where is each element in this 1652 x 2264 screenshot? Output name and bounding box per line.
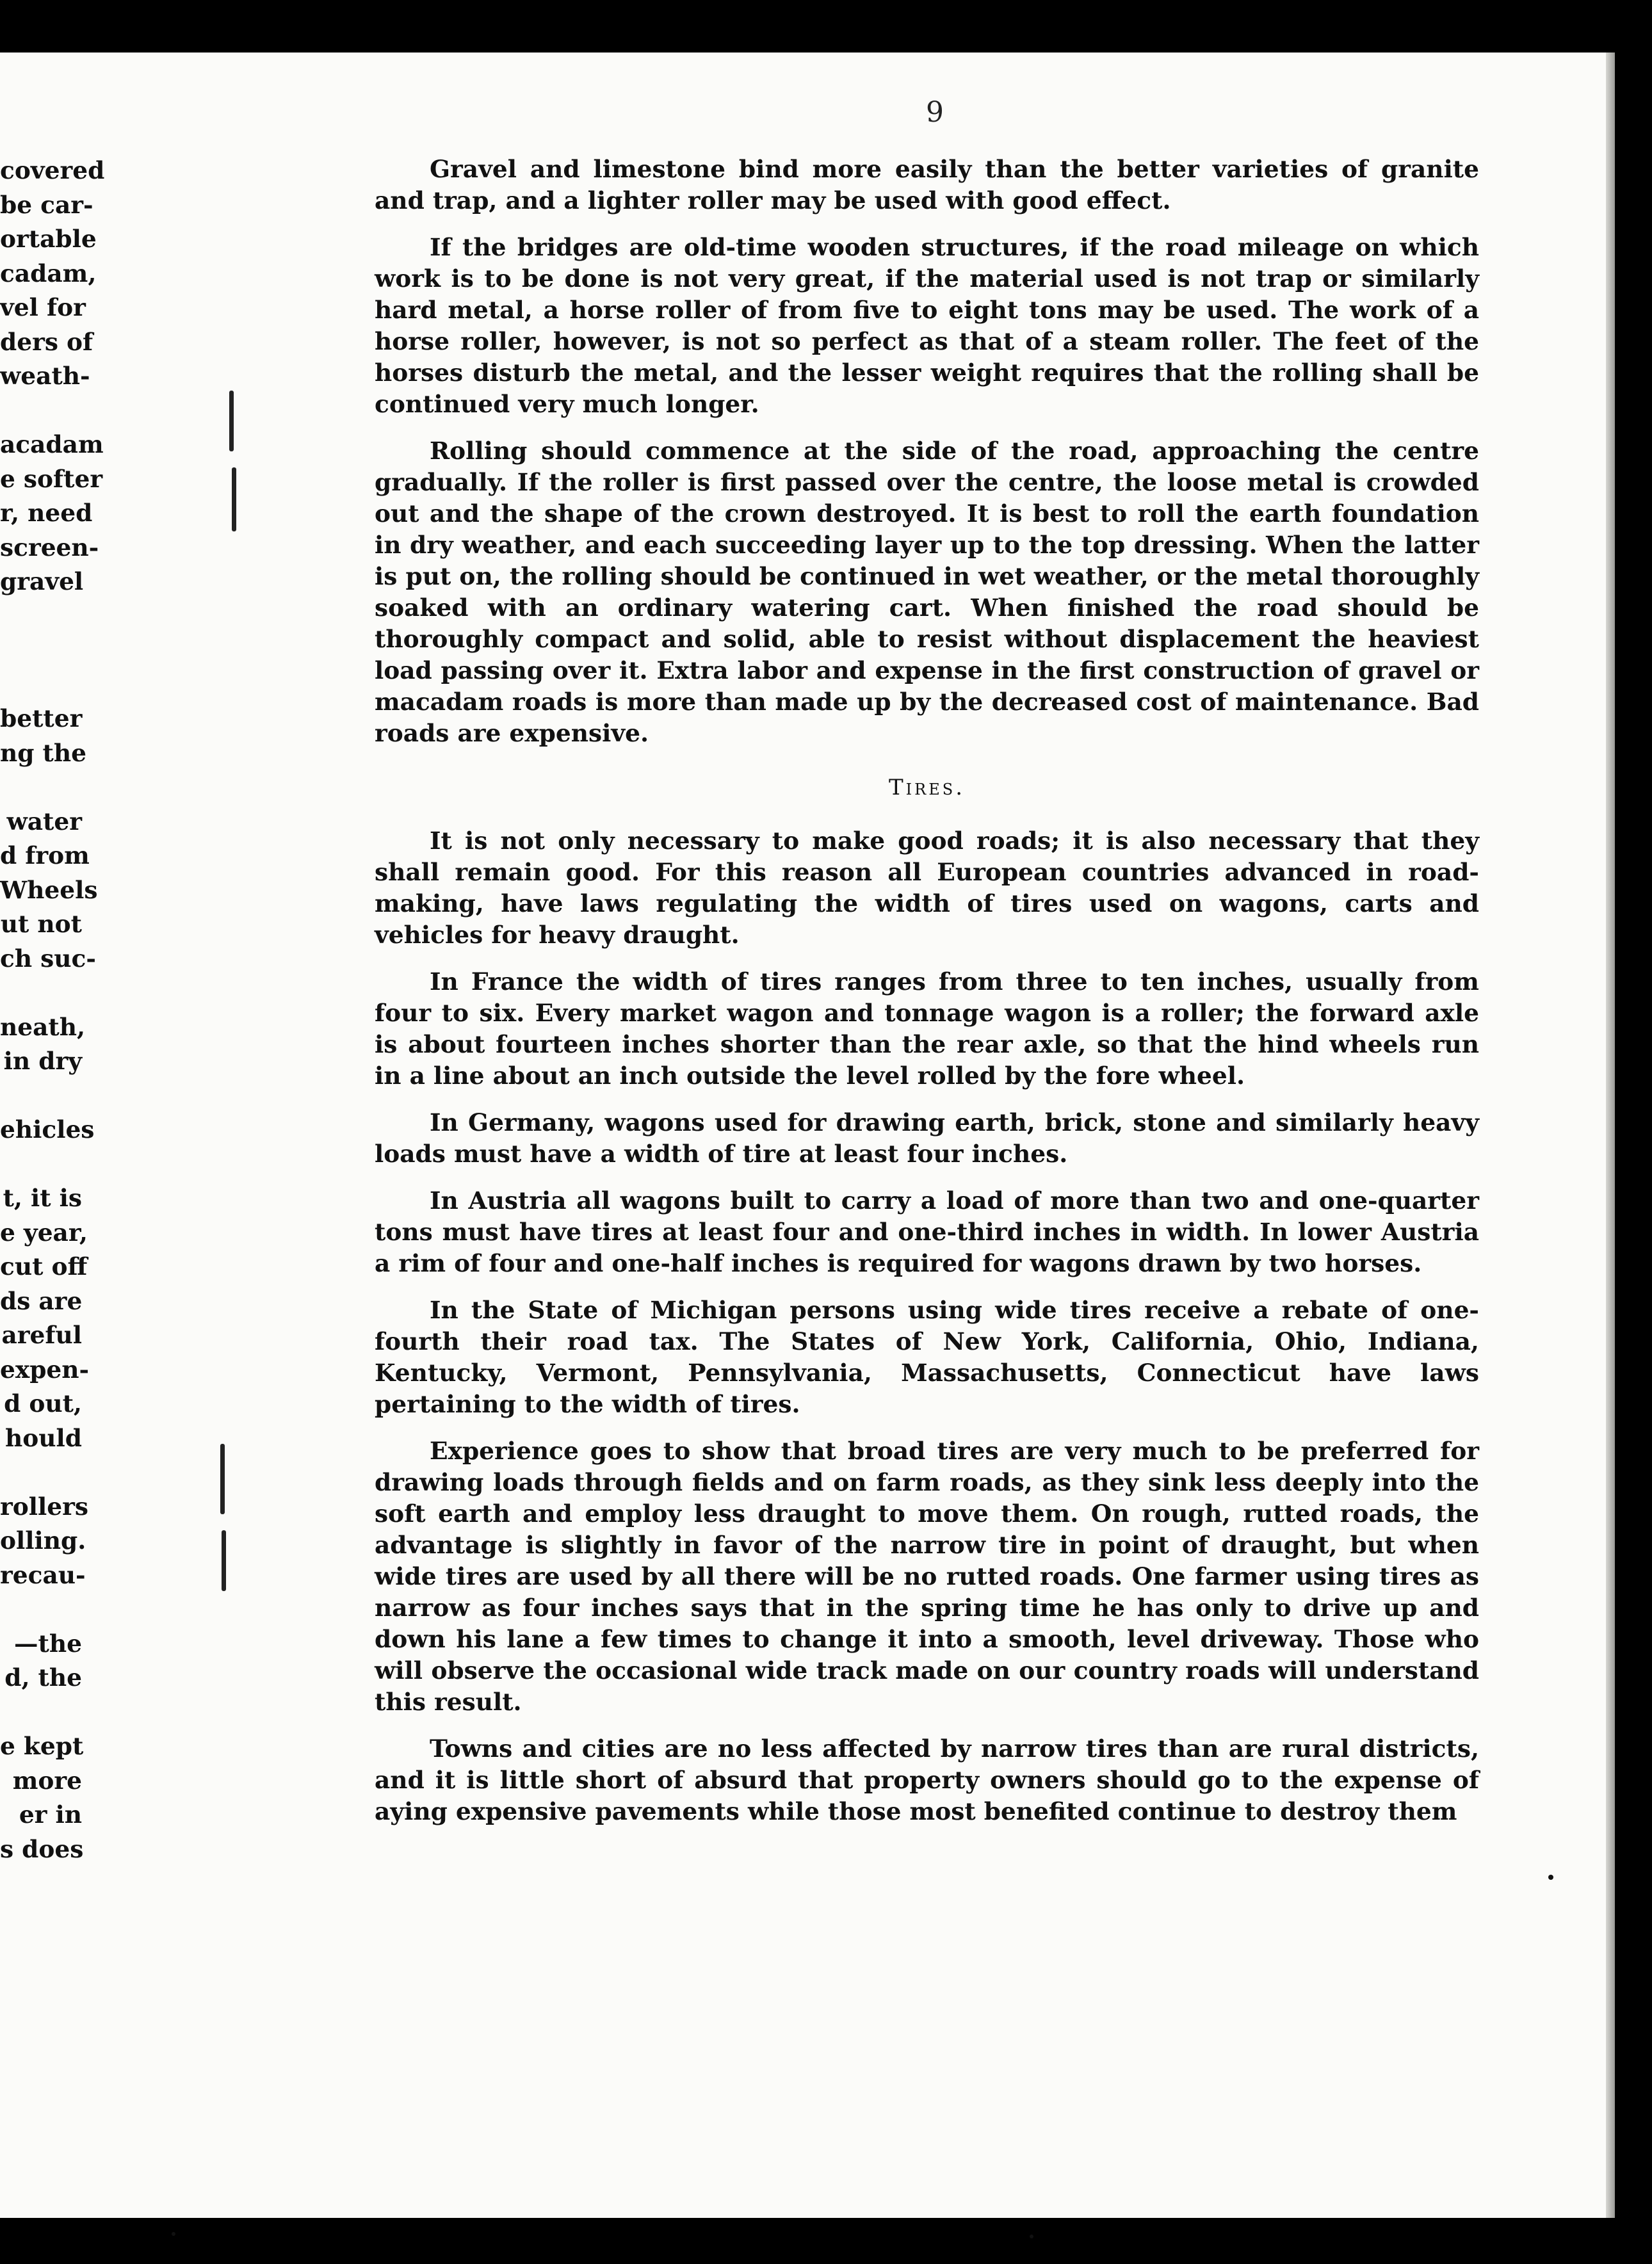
binding-mark [220,1444,225,1514]
facing-page-line-fragment: hould [4,1423,82,1452]
binding-mark [232,467,236,531]
facing-page-line-fragment: cadam, [0,259,97,287]
facing-page-line-fragment: recau- [0,1560,86,1589]
scan-speck [1030,2235,1033,2238]
facing-page-line-fragment: ders of [0,327,93,356]
facing-page-line-fragment [0,1592,82,1627]
body-paragraph: Experience goes to show that broad tires are very much to be preferred for drawing loads through fields and on farm roads, as they sink less deeply into the soft earth and employ less draught to move them. On rough, rutted roads, the advantage is slightly in favor of the narrow tire in point of draught, but when wide tires are used by all there will be no rutted roads. One farmer using tires as narrow as four inches says that in the spring time he has only to drive up and down his lane a few times to change it into a smooth, level driveway. Those who will observe the occasional wide track made on our country roads will understand this result. [375,1437,1479,1716]
section-heading-tires: Tires. [889,775,965,800]
facing-page-line-fragment: ng the [0,738,86,767]
page-number: 9 [926,96,944,129]
facing-page-line-fragment: screen- [0,533,99,562]
facing-page-line-fragment: Wheels [0,875,98,904]
body-paragraph: In Germany, wagons used for drawing earth, brick, stone and similarly heavy loads must have a width of tire at least four inches. [375,1108,1479,1168]
facing-page-line-fragment: expen- [0,1355,90,1384]
body-paragraph: Towns and cities are no less affected by narrow tires than are rural districts, and it is little short of absurd that property owners should go to the expense of aying expensive pavements while those most benefited continue to destroy them [375,1734,1479,1825]
facing-page-line-fragment: e softer [0,464,103,493]
facing-page-line-fragment: e year, [0,1218,88,1247]
facing-page-line-fragment: s does [0,1834,84,1863]
main-text-column [375,154,1479,1843]
body-paragraph: In the State of Michigan persons using wide tires receive a rebate of one-fourth their road tax. The States of New York, California, Ohio, Indiana, Kentucky, Vermont, Pennsylvania, Massachusetts, Connecticut have laws pertaining to the width of tires. [375,1296,1479,1418]
facing-page-line-fragment: t, it is [3,1184,82,1212]
facing-page-line-fragment: —the [14,1629,82,1658]
body-paragraph: In Austria all wagons built to carry a load of more than two and one-quarter tons must have tires at least four and one-third inches in width. In lower Austria a rim of four and one-half inches is required for wagons drawn by two horses. [375,1186,1479,1277]
facing-page-line-fragment: gravel [0,567,84,595]
body-paragraph: In France the width of tires ranges from three to ten inches, usually from four to six. Every market wagon and tonnage wagon is a roller; the forward axle is about fourteen inches shorter than the rear axle, so that the hind wheels run in a line about an inch outside the level rolled by the fore wheel. [375,967,1479,1090]
body-paragraph: It is not only necessary to make good roads; it is also necessary that they shall remain good. For this reason all European countries advanced in road-making, have laws regulating the width of tires used on wagons, carts and vehicles for heavy draught. [375,827,1479,949]
facing-page-line-fragment: er in [19,1800,82,1829]
facing-page-line-fragment [0,668,82,702]
paragraphs-after-heading [375,825,1479,1827]
facing-page-line-fragment [0,599,82,634]
facing-page-line-fragment: ch suc- [0,944,96,973]
facing-page-line-fragment: d from [0,841,90,869]
facing-page-line-fragment: ortable [0,225,97,253]
facing-page-line-fragment [0,394,82,428]
facing-page-line-fragment: r, need [0,499,93,527]
facing-page-line-fragment: vel for [0,293,86,321]
facing-page-line-fragment [0,976,82,1010]
facing-page-line-fragment: rollers [0,1492,88,1521]
scan-speck [172,2232,175,2236]
facing-page-line-fragment: e kept [0,1732,84,1760]
facing-page-line-fragment [0,1455,82,1490]
facing-page-line-fragment: covered [0,156,105,184]
binding-mark [229,391,234,451]
facing-page-line-fragment: acadam [0,430,104,458]
facing-page-line-fragment: areful [1,1321,82,1349]
facing-page-line-fragment: weath- [0,362,90,390]
scan-speck [1548,1875,1553,1880]
binding-mark [222,1530,226,1591]
facing-page-line-fragment [0,1695,82,1730]
facing-page-line-fragment: water [6,807,82,836]
body-paragraph: Gravel and limestone bind more easily than the better varieties of granite and trap, and a lighter roller may be used with good effect. [375,155,1479,214]
paragraphs-before-heading [375,154,1479,749]
facing-page-column-fragment [0,154,105,1866]
page-edge-shadow [1606,53,1615,2218]
facing-page-line-fragment: neath, [0,1012,86,1041]
body-paragraph: If the bridges are old-time wooden structures, if the road mileage on which work is to be done is not very great, if the material used is not trap or similarly hard metal, a horse roller of from five to eight tons may be used. The work of a horse roller, however, is not so perfect as that of a steam roller. The feet of the horses disturb the metal, and the lesser weight requires that the rolling shall be continued very much longer. [375,233,1479,418]
facing-page-line-fragment: ehicles [0,1115,95,1144]
facing-page-line-fragment: ds are [0,1286,83,1315]
facing-page-line-fragment: more [12,1766,82,1795]
facing-page-line-fragment: better [0,704,83,732]
facing-page-line-fragment: olling. [0,1526,86,1555]
body-paragraph: Rolling should commence at the side of the road, approaching the centre gradually. If the roller is first passed over the centre, the loose metal is crowded out and the shape of the crown destroyed. It is best to roll the earth foundation in dry weather, and each succeeding layer up to the top dressing. When the latter is put on, the rolling should be continued in wet weather, or the metal thoroughly soaked with an ordinary watering cart. When finished the road should be thoroughly compact and solid, able to resist without displacement the heaviest load passing over it. Extra labor and expense in the first construction of gravel or macadam roads is more than made up by the decreased cost of maintenance. Bad roads are expensive. [375,437,1479,747]
facing-page-line-fragment: d out, [4,1389,82,1418]
facing-page-line-fragment: in dry [3,1047,82,1075]
facing-page-line-fragment [0,770,82,805]
facing-page-line-fragment: ut not [0,910,82,938]
facing-page-line-fragment [0,1147,82,1182]
facing-page-line-fragment: cut off [0,1252,88,1281]
facing-page-line-fragment: d, the [4,1663,82,1692]
facing-page-line-fragment [0,633,82,668]
facing-page-line-fragment: be car- [0,190,93,219]
facing-page-line-fragment [0,1079,82,1113]
